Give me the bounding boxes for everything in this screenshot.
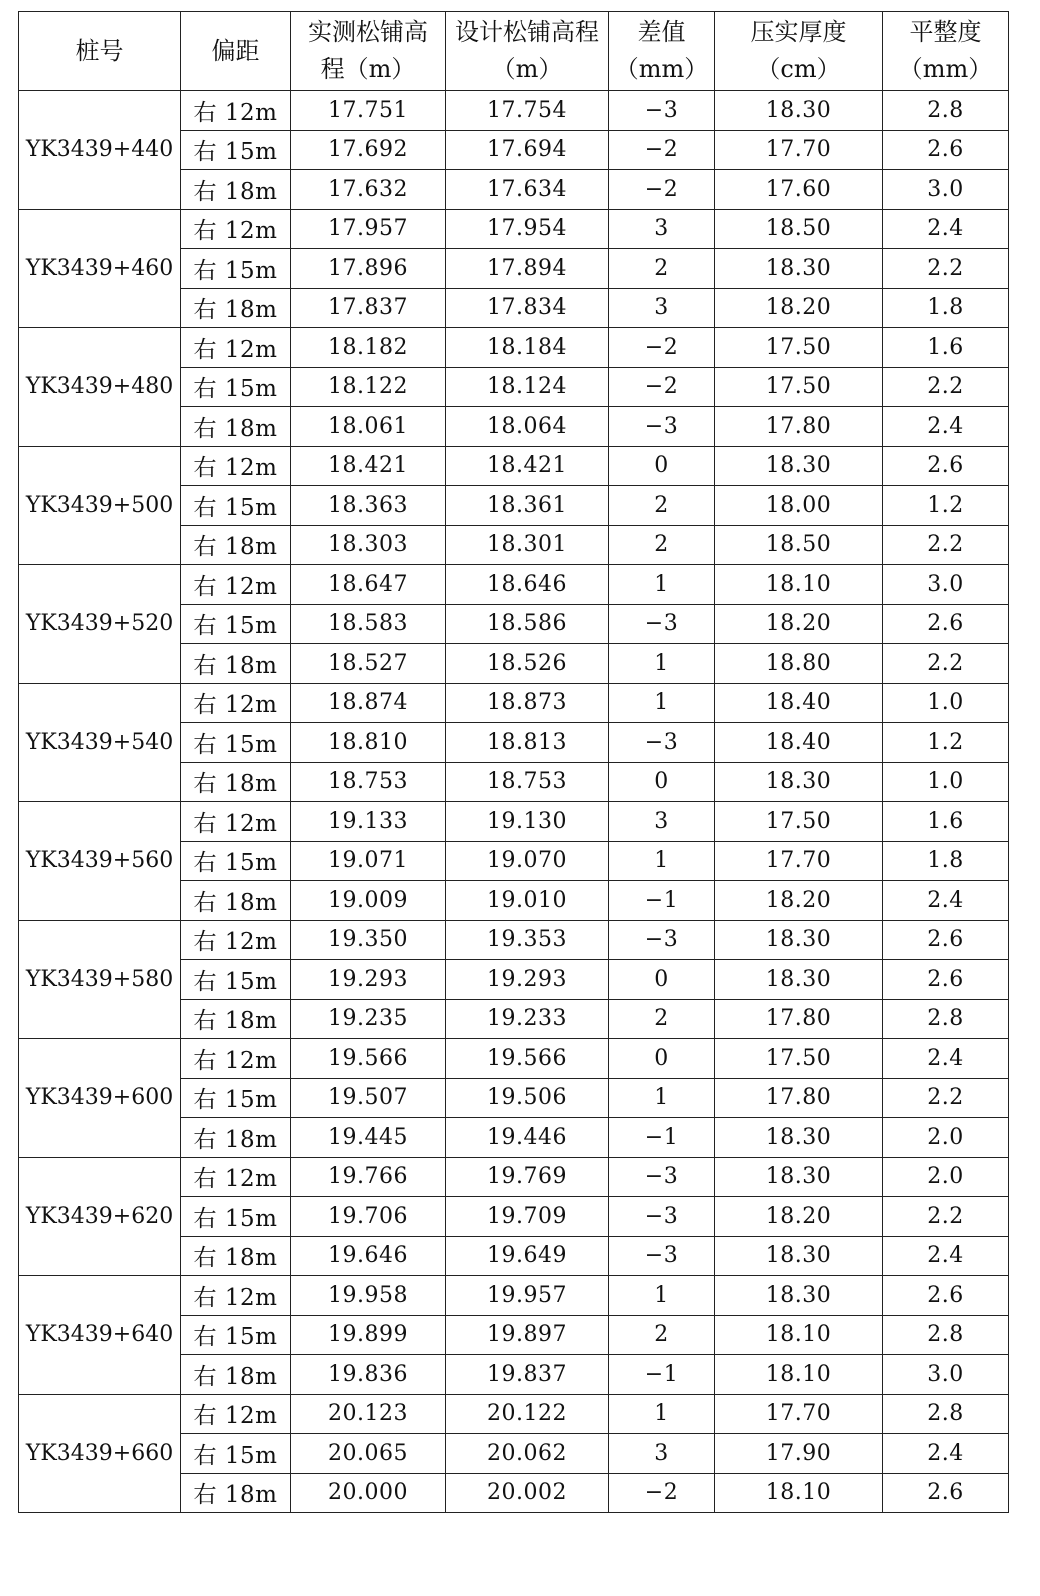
design-elevation-cell: 17.894	[446, 249, 609, 289]
measured-elevation-cell: 18.363	[291, 486, 446, 526]
difference-cell: 2	[609, 999, 715, 1039]
flatness-cell: 2.8	[883, 91, 1009, 131]
thickness-cell: 18.80	[715, 644, 883, 684]
thickness-cell: 17.50	[715, 328, 883, 368]
measured-elevation-cell: 17.692	[291, 130, 446, 170]
difference-cell: −1	[609, 1118, 715, 1158]
thickness-cell: 18.30	[715, 249, 883, 289]
difference-cell: 1	[609, 644, 715, 684]
measured-elevation-cell: 17.751	[291, 91, 446, 131]
table-row	[19, 328, 1009, 368]
difference-cell: −2	[609, 170, 715, 210]
flatness-cell: 3.0	[883, 565, 1009, 605]
difference-cell: 1	[609, 565, 715, 605]
difference-cell: 3	[609, 1434, 715, 1474]
thickness-cell: 18.30	[715, 1118, 883, 1158]
design-elevation-cell: 19.837	[446, 1355, 609, 1395]
offset-cell: 右 15m	[181, 1078, 291, 1118]
station-cell: YK3439+480	[19, 328, 181, 447]
flatness-cell: 2.2	[883, 1078, 1009, 1118]
flatness-cell: 2.8	[883, 999, 1009, 1039]
flatness-cell: 2.6	[883, 920, 1009, 960]
offset-cell: 右 15m	[181, 604, 291, 644]
flatness-cell: 2.4	[883, 407, 1009, 447]
offset-cell: 右 18m	[181, 644, 291, 684]
flatness-cell: 2.2	[883, 367, 1009, 407]
offset-cell: 右 12m	[181, 91, 291, 131]
header-measured-line1: 实测松铺高	[308, 18, 428, 46]
measured-elevation-cell: 20.000	[291, 1473, 446, 1513]
flatness-cell: 2.8	[883, 1394, 1009, 1434]
flatness-cell: 2.0	[883, 1157, 1009, 1197]
header-measured-elevation	[291, 12, 446, 91]
offset-cell: 右 12m	[181, 446, 291, 486]
design-elevation-cell: 19.130	[446, 802, 609, 842]
design-elevation-cell: 18.526	[446, 644, 609, 684]
measured-elevation-cell: 19.133	[291, 802, 446, 842]
flatness-cell: 1.0	[883, 762, 1009, 802]
station-cell: YK3439+460	[19, 209, 181, 328]
table-row	[19, 802, 1009, 842]
station-cell: YK3439+660	[19, 1394, 181, 1513]
difference-cell: 2	[609, 1315, 715, 1355]
thickness-cell: 18.10	[715, 1315, 883, 1355]
header-station-label: 桩号	[75, 36, 124, 65]
header-row	[19, 12, 1009, 91]
thickness-cell: 17.50	[715, 367, 883, 407]
design-elevation-cell: 19.649	[446, 1236, 609, 1276]
design-elevation-cell: 20.122	[446, 1394, 609, 1434]
measured-elevation-cell: 19.836	[291, 1355, 446, 1395]
design-elevation-cell: 19.957	[446, 1276, 609, 1316]
difference-cell: −2	[609, 328, 715, 368]
station-cell: YK3439+440	[19, 91, 181, 210]
difference-cell: −3	[609, 920, 715, 960]
station-cell: YK3439+540	[19, 683, 181, 802]
thickness-cell: 18.30	[715, 446, 883, 486]
offset-cell: 右 18m	[181, 288, 291, 328]
difference-cell: −1	[609, 1355, 715, 1395]
data-table	[18, 11, 1009, 1513]
offset-cell: 右 12m	[181, 328, 291, 368]
thickness-cell: 18.50	[715, 525, 883, 565]
offset-cell: 右 15m	[181, 486, 291, 526]
difference-cell: −3	[609, 1236, 715, 1276]
thickness-cell: 18.40	[715, 723, 883, 763]
thickness-cell: 17.80	[715, 999, 883, 1039]
design-elevation-cell: 18.361	[446, 486, 609, 526]
design-elevation-cell: 18.124	[446, 367, 609, 407]
design-elevation-cell: 18.421	[446, 446, 609, 486]
difference-cell: 2	[609, 525, 715, 565]
header-design-line1: 设计松铺高程	[455, 18, 599, 46]
thickness-cell: 18.20	[715, 288, 883, 328]
header-flatness-line1: 平整度	[909, 18, 982, 46]
flatness-cell: 2.4	[883, 209, 1009, 249]
design-elevation-cell: 19.010	[446, 881, 609, 921]
thickness-cell: 18.40	[715, 683, 883, 723]
measured-elevation-cell: 19.566	[291, 1039, 446, 1079]
offset-cell: 右 12m	[181, 1394, 291, 1434]
design-elevation-cell: 19.897	[446, 1315, 609, 1355]
thickness-cell: 18.30	[715, 920, 883, 960]
table-row	[19, 1039, 1009, 1079]
difference-cell: 0	[609, 446, 715, 486]
measured-elevation-cell: 19.706	[291, 1197, 446, 1237]
design-elevation-cell: 19.506	[446, 1078, 609, 1118]
flatness-cell: 2.2	[883, 249, 1009, 289]
design-elevation-cell: 18.586	[446, 604, 609, 644]
difference-cell: −3	[609, 1157, 715, 1197]
measured-elevation-cell: 20.065	[291, 1434, 446, 1474]
thickness-cell: 18.20	[715, 604, 883, 644]
measured-elevation-cell: 18.647	[291, 565, 446, 605]
offset-cell: 右 15m	[181, 960, 291, 1000]
offset-cell: 右 12m	[181, 1039, 291, 1079]
station-cell: YK3439+560	[19, 802, 181, 921]
measured-elevation-cell: 20.123	[291, 1394, 446, 1434]
offset-cell: 右 18m	[181, 999, 291, 1039]
design-elevation-cell: 17.954	[446, 209, 609, 249]
difference-cell: −2	[609, 130, 715, 170]
measured-elevation-cell: 18.061	[291, 407, 446, 447]
design-elevation-cell: 18.646	[446, 565, 609, 605]
header-thickness-line1: 压实厚度	[750, 18, 847, 46]
header-flatness	[883, 12, 1009, 91]
offset-cell: 右 18m	[181, 407, 291, 447]
thickness-cell: 18.30	[715, 91, 883, 131]
measured-elevation-cell: 19.766	[291, 1157, 446, 1197]
flatness-cell: 2.4	[883, 1434, 1009, 1474]
station-cell: YK3439+600	[19, 1039, 181, 1158]
station-cell: YK3439+620	[19, 1157, 181, 1276]
table-row	[19, 1394, 1009, 1434]
flatness-cell: 2.4	[883, 881, 1009, 921]
flatness-cell: 2.4	[883, 1039, 1009, 1079]
design-elevation-cell: 19.353	[446, 920, 609, 960]
measured-elevation-cell: 18.527	[291, 644, 446, 684]
flatness-cell: 1.0	[883, 683, 1009, 723]
table-header	[19, 12, 1009, 91]
header-diff-line2: （mm）	[614, 55, 709, 83]
measured-elevation-cell: 19.507	[291, 1078, 446, 1118]
difference-cell: 1	[609, 683, 715, 723]
offset-cell: 右 18m	[181, 1118, 291, 1158]
offset-cell: 右 18m	[181, 1236, 291, 1276]
difference-cell: 1	[609, 1394, 715, 1434]
thickness-cell: 17.50	[715, 802, 883, 842]
measured-elevation-cell: 19.445	[291, 1118, 446, 1158]
flatness-cell: 1.6	[883, 328, 1009, 368]
header-design-elevation	[446, 12, 609, 91]
table-row	[19, 920, 1009, 960]
design-elevation-cell: 19.233	[446, 999, 609, 1039]
flatness-cell: 3.0	[883, 170, 1009, 210]
difference-cell: −3	[609, 1197, 715, 1237]
offset-cell: 右 18m	[181, 881, 291, 921]
thickness-cell: 18.10	[715, 1473, 883, 1513]
flatness-cell: 1.8	[883, 288, 1009, 328]
design-elevation-cell: 20.002	[446, 1473, 609, 1513]
flatness-cell: 2.8	[883, 1315, 1009, 1355]
station-cell: YK3439+640	[19, 1276, 181, 1395]
thickness-cell: 18.50	[715, 209, 883, 249]
offset-cell: 右 15m	[181, 1315, 291, 1355]
measured-elevation-cell: 17.896	[291, 249, 446, 289]
flatness-cell: 1.6	[883, 802, 1009, 842]
difference-cell: −2	[609, 1473, 715, 1513]
header-offset-label: 偏距	[211, 36, 260, 65]
table-row	[19, 446, 1009, 486]
design-elevation-cell: 17.834	[446, 288, 609, 328]
difference-cell: −1	[609, 881, 715, 921]
document-sheet	[18, 11, 1009, 1513]
table-body	[19, 91, 1009, 1513]
thickness-cell: 17.70	[715, 130, 883, 170]
measured-elevation-cell: 19.293	[291, 960, 446, 1000]
header-design-line2: （m）	[491, 55, 563, 83]
station-cell: YK3439+500	[19, 446, 181, 565]
difference-cell: −3	[609, 723, 715, 763]
measured-elevation-cell: 18.303	[291, 525, 446, 565]
offset-cell: 右 12m	[181, 920, 291, 960]
thickness-cell: 18.30	[715, 960, 883, 1000]
flatness-cell: 2.6	[883, 960, 1009, 1000]
difference-cell: 1	[609, 841, 715, 881]
flatness-cell: 1.2	[883, 723, 1009, 763]
thickness-cell: 17.50	[715, 1039, 883, 1079]
difference-cell: 1	[609, 1276, 715, 1316]
flatness-cell: 2.6	[883, 604, 1009, 644]
design-elevation-cell: 19.293	[446, 960, 609, 1000]
header-flatness-line2: （mm）	[898, 55, 993, 83]
table-row	[19, 1157, 1009, 1197]
design-elevation-cell: 19.769	[446, 1157, 609, 1197]
thickness-cell: 18.30	[715, 1276, 883, 1316]
station-cell: YK3439+580	[19, 920, 181, 1039]
table-row	[19, 683, 1009, 723]
difference-cell: −3	[609, 91, 715, 131]
offset-cell: 右 18m	[181, 1355, 291, 1395]
measured-elevation-cell: 17.632	[291, 170, 446, 210]
flatness-cell: 2.6	[883, 1276, 1009, 1316]
thickness-cell: 17.90	[715, 1434, 883, 1474]
design-elevation-cell: 19.070	[446, 841, 609, 881]
flatness-cell: 2.0	[883, 1118, 1009, 1158]
difference-cell: 2	[609, 249, 715, 289]
thickness-cell: 17.70	[715, 1394, 883, 1434]
thickness-cell: 17.80	[715, 1078, 883, 1118]
offset-cell: 右 18m	[181, 1473, 291, 1513]
difference-cell: 0	[609, 762, 715, 802]
flatness-cell: 1.8	[883, 841, 1009, 881]
thickness-cell: 17.80	[715, 407, 883, 447]
design-elevation-cell: 18.064	[446, 407, 609, 447]
measured-elevation-cell: 18.753	[291, 762, 446, 802]
thickness-cell: 18.30	[715, 762, 883, 802]
design-elevation-cell: 19.446	[446, 1118, 609, 1158]
table-row	[19, 209, 1009, 249]
offset-cell: 右 12m	[181, 1157, 291, 1197]
measured-elevation-cell: 19.899	[291, 1315, 446, 1355]
measured-elevation-cell: 17.837	[291, 288, 446, 328]
difference-cell: −3	[609, 407, 715, 447]
measured-elevation-cell: 18.122	[291, 367, 446, 407]
difference-cell: 3	[609, 802, 715, 842]
measured-elevation-cell: 19.646	[291, 1236, 446, 1276]
offset-cell: 右 12m	[181, 683, 291, 723]
thickness-cell: 18.00	[715, 486, 883, 526]
design-elevation-cell: 18.184	[446, 328, 609, 368]
header-difference	[609, 12, 715, 91]
difference-cell: −3	[609, 604, 715, 644]
measured-elevation-cell: 18.874	[291, 683, 446, 723]
offset-cell: 右 15m	[181, 841, 291, 881]
offset-cell: 右 15m	[181, 130, 291, 170]
offset-cell: 右 15m	[181, 1434, 291, 1474]
measured-elevation-cell: 18.810	[291, 723, 446, 763]
thickness-cell: 17.70	[715, 841, 883, 881]
offset-cell: 右 15m	[181, 1197, 291, 1237]
header-thickness-line2: （cm）	[756, 55, 841, 83]
station-cell: YK3439+520	[19, 565, 181, 684]
measured-elevation-cell: 19.958	[291, 1276, 446, 1316]
offset-cell: 右 15m	[181, 723, 291, 763]
offset-cell: 右 18m	[181, 525, 291, 565]
thickness-cell: 17.60	[715, 170, 883, 210]
thickness-cell: 18.20	[715, 1197, 883, 1237]
design-elevation-cell: 18.813	[446, 723, 609, 763]
difference-cell: 3	[609, 288, 715, 328]
table-row	[19, 1276, 1009, 1316]
measured-elevation-cell: 19.009	[291, 881, 446, 921]
difference-cell: −2	[609, 367, 715, 407]
measured-elevation-cell: 18.182	[291, 328, 446, 368]
flatness-cell: 2.6	[883, 446, 1009, 486]
design-elevation-cell: 19.709	[446, 1197, 609, 1237]
thickness-cell: 18.10	[715, 565, 883, 605]
design-elevation-cell: 19.566	[446, 1039, 609, 1079]
thickness-cell: 18.20	[715, 881, 883, 921]
flatness-cell: 2.4	[883, 1236, 1009, 1276]
design-elevation-cell: 20.062	[446, 1434, 609, 1474]
header-measured-line2: 程（m）	[320, 55, 416, 83]
design-elevation-cell: 17.754	[446, 91, 609, 131]
offset-cell: 右 12m	[181, 209, 291, 249]
header-station	[19, 12, 181, 91]
flatness-cell: 2.2	[883, 525, 1009, 565]
offset-cell: 右 12m	[181, 802, 291, 842]
difference-cell: 2	[609, 486, 715, 526]
measured-elevation-cell: 18.583	[291, 604, 446, 644]
flatness-cell: 2.6	[883, 1473, 1009, 1513]
measured-elevation-cell: 17.957	[291, 209, 446, 249]
offset-cell: 右 12m	[181, 1276, 291, 1316]
thickness-cell: 18.30	[715, 1236, 883, 1276]
header-diff-line1: 差值	[637, 18, 686, 46]
design-elevation-cell: 18.873	[446, 683, 609, 723]
difference-cell: 3	[609, 209, 715, 249]
flatness-cell: 2.2	[883, 1197, 1009, 1237]
flatness-cell: 2.2	[883, 644, 1009, 684]
design-elevation-cell: 18.301	[446, 525, 609, 565]
thickness-cell: 18.30	[715, 1157, 883, 1197]
flatness-cell: 1.2	[883, 486, 1009, 526]
offset-cell: 右 18m	[181, 170, 291, 210]
offset-cell: 右 12m	[181, 565, 291, 605]
offset-cell: 右 15m	[181, 249, 291, 289]
design-elevation-cell: 17.694	[446, 130, 609, 170]
offset-cell: 右 18m	[181, 762, 291, 802]
header-offset	[181, 12, 291, 91]
difference-cell: 0	[609, 1039, 715, 1079]
difference-cell: 0	[609, 960, 715, 1000]
design-elevation-cell: 18.753	[446, 762, 609, 802]
flatness-cell: 3.0	[883, 1355, 1009, 1395]
flatness-cell: 2.6	[883, 130, 1009, 170]
header-thickness	[715, 12, 883, 91]
measured-elevation-cell: 19.235	[291, 999, 446, 1039]
table-row	[19, 565, 1009, 605]
measured-elevation-cell: 19.071	[291, 841, 446, 881]
difference-cell: 1	[609, 1078, 715, 1118]
measured-elevation-cell: 19.350	[291, 920, 446, 960]
table-row	[19, 91, 1009, 131]
measured-elevation-cell: 18.421	[291, 446, 446, 486]
thickness-cell: 18.10	[715, 1355, 883, 1395]
design-elevation-cell: 17.634	[446, 170, 609, 210]
offset-cell: 右 15m	[181, 367, 291, 407]
